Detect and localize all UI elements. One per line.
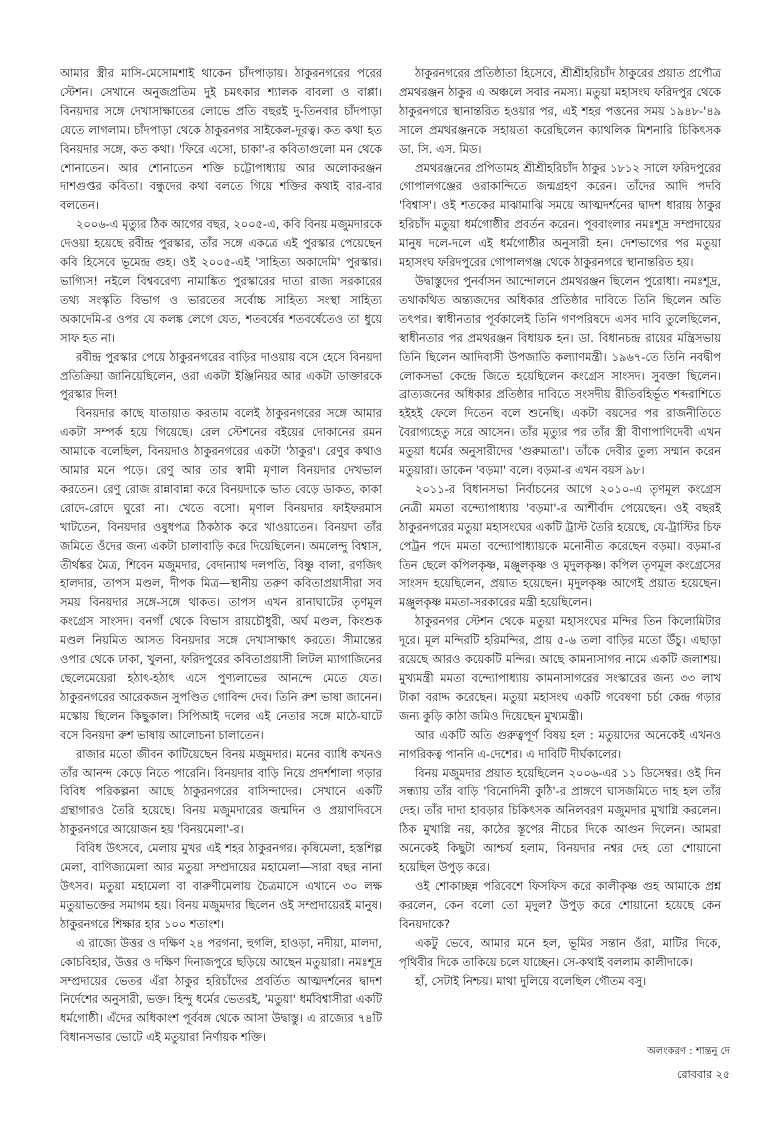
illustration-credit: অলংকরণ : শান্তনু দে [647,1046,730,1057]
paragraph: উদ্বাস্তুদের পুনর্বাসন আন্দোলনে প্রমথরঞ্জন ছিলেন পুরোধা। নমঃশূদ্র, তথাকথিত অন্ত্যজদের অধিকার প্রতিষ্ঠার দাবিতে তিনি ছিলেন অতি তৎপর। স্বাধীনতার পূর্বকালেই তিনি গণপরিষদে এসব দাবি তুলেছিলেন, স্বাধীনতার পর প্রমথরঞ্জন বিধায়ক হন। ডা. বিধানচন্দ্র রায়ের মন্ত্রিসভায় তিনি ছিলেন আদিবাসী উপজাতি কল্যাণমন্ত্রী। ১৯৬৭-তে তিনি নবদ্বীপ লোকসভা কেন্দ্রে জিতে হয়েছিলেন কংগ্রেস সাংসদ। সুবক্তা ছিলেন। ব্রাত্যজনের অধিকার প্রতিষ্ঠার দাবিতে সংসদীয় রীতিবহির্ভূত শব্দরাশিতে হইহই ফেলে দিতেন বলে শুনেছি। একটা বয়সের পর রাজনীতিতে বৈরাগ্যহেতু সরে আসেন। তাঁর মৃত্যুর পর তাঁর স্ত্রী বীণাপাণিদেবী এখন মতুয়া ধর্মের অনুসারীদের 'গুরুমাতা'। তাঁকে দেবীর তুল্য সম্মান করেন মতুয়ারা। ডাকেন 'বড়মা' বলে। বড়মা-র এখন বয়স ৯৮। [399,273,721,478]
paragraph: ২০১১-র বিধানসভা নির্বাচনের আগে ২০১০-এ তৃণমূল কংগ্রেস নেত্রী মমতা বন্দ্যোপাধ্যায় 'বড়মা'-র আশীর্বাদ পেয়েছেন। ওই বছরই ঠাকুরনগরের মতুয়া মহাসংঘের একটি ট্রাস্ট তৈরি হয়েছে, যে-ট্রাস্টির চিফ পেট্রন পদে মমতা বন্দ্যোপাধ্যায়কে মনোনীত করেছেন বড়মা। বড়মা-র তিন ছেলে কপিলকৃষ্ণ, মঞ্জুলকৃষ্ণ ও মৃদুলকৃষ্ণ। কপিল তৃণমূল কংগ্রেসের সাংসদ হয়েছিলেন, প্রয়াত হয়েছেন। মৃদুলকৃষ্ণ আগেই প্রয়াত হয়েছেন। মঞ্জুলকৃষ্ণ মমতা-সরকারের মন্ত্রী হয়েছিলেন। [399,481,721,610]
paragraph: ঠাকুরনগরের প্রতিষ্ঠাতা হিসেবে, শ্রীশ্রীহরিচাঁদ ঠাকুরের প্রয়াত প্রপৌত্র প্রমথরঞ্জন ঠাকুর এ অঞ্চলে সবার নমস্য। মতুয়া মহাসংঘ ফরিদপুর থেকে ঠাকুরনগরে স্থানান্তরিত হওয়ার পর, এই শহর পত্তনের সময় ১৯৪৮-'৪৯ সালে প্রমথরঞ্জনকে সহায়তা করেছিলেন ক্যাথলিক মিশনারি চিকিৎসক ডা. সি. এস. মিড। [399,66,721,156]
paragraph: ওই শোকাচ্ছন্ন পরিবেশে ফিসফিস করে কালীকৃষ্ণ গুহ আমাকে প্রশ্ন করলেন, কেন বলো তো মৃদুল? উপুড় করে শোয়ানো হয়েছে কেন বিনয়দাকে? [399,878,721,931]
paragraph: আমার স্ত্রীর মাসি-মেসোমশাই থাকেন চাঁদপাড়ায়। ঠাকুরনগরের পরের স্টেশন। সেখানে অনুজপ্রতিম দুই চমৎকার শ্যালক বাবলা ও বাপ্পা। বিনয়দার সঙ্গে দেখাসাক্ষাতের লোভে প্রতি বছরই দু-তিনবার চাঁদপাড়া যেতে লাগলাম। চাঁদপাড়া থেকে ঠাকুরনগর সাইকেল-দূরত্ব। কত কথা হত বিনয়দার সঙ্গে, কত কথা। 'ফিরে এসো, চাকা'-র কবিতাগুলো মন থেকে শোনাতেন। আর শোনাতেন শক্তি চট্টোপাধ্যায় আর অলোকরঞ্জন দাশগুপ্তর কবিতা। বন্ধুদের কথা বলতে গিয়ে শক্তির কথাই বার-বার বলতেন। [60,66,382,213]
paragraph: ২০০৬-এ মৃত্যুর ঠিক আগের বছর, ২০০৫-এ, কবি বিনয় মজুমদারকে দেওয়া হয়েছে রবীন্দ্র পুরস্কার, তাঁর সঙ্গে একত্রে এই পুরস্কার পেয়েছেন কবি হিসেবে ভূমেন্দ্র গুহ। ওই ২০০৫-এই 'সাহিত্য অকাদেমি' পুরস্কার। ভাগ্যিস! নইলে বিশ্ববরেণ্য নামাঙ্কিত পুরস্কারের দাতা রাজ্য সরকারের তথ্য সংস্কৃতি বিভাগ ও ভারতের সর্বোচ্চ সাহিত্য সংস্থা সাহিত্য অকাদেমি-র ওপর যে কলঙ্ক লেগে যেত, শতবর্ষের শতবর্ষেতেও তা ধুয়ে সাফ হত না। [60,217,382,345]
article-column-right [399,64,721,1064]
magazine-name: রোববার [677,1068,713,1081]
paragraph: বিনয়দার কাছে যাতায়াত করতাম বলেই ঠাকুরনগরের সঙ্গে আমার একটা সম্পর্ক হয়ে গিয়েছে। রেল স্টেশনের বইয়ের দোকানের রমন আমাকে বলেছিল, বিনয়দাও ঠাকুরনগরের একটা 'ঠাকুর'। রেণুর কথাও আমার মনে পড়ে। রেণু আর তার স্বামী মৃণাল বিনয়দার দেখভাল করতেন। রেণু রোজ রান্নাবান্না করে বিনয়দাকে ভাত বেড়ে ডাকত, কাকা রোদে-রোদে ঘুরো না। খেতে বসো। মৃণাল বিনয়দার ফাইফরমাস খাটতেন, বিনয়দার ওষুধপত্র ঠিকঠাক করে খাওয়াতেন। বিনয়দা তাঁর জমিতে ওঁদের জন্য একটা চালাবাড়ি করে দিয়েছিলেন। অমলেন্দু বিশ্বাস, তীর্থঙ্কর মৈত্র, শিবেন মজুমদার, বেদান্যাথ দলপতি, বিষ্ণু বালা, রণজিৎ হালদার, তাপস মণ্ডল, দীপক মিত্র—স্থানীয় তরুণ কবিতাপ্রয়াসীরা সব সময় বিনয়দার সঙ্গে-সঙ্গে থাকত। তাপস এখন রানাঘাটের তৃণমূল কংগ্রেস সাংসদ। বনগাঁ থেকে বিভাস রায়চৌধুরী, অর্ঘ মণ্ডল, কিংশুক মণ্ডল নিয়মিত আসত বিনয়দার সঙ্গে দেখাসাক্ষাৎ করতে। সীমান্তের ওপার থেকে ঢাকা, খুলনা, ফরিদপুরের কবিতাপ্রয়াসী লিটল ম্যাগাজিনের ছেলেমেয়েরা হঠাৎ-হঠাৎ এসে পুণ্যলাভের আনন্দে মেতে যেত। ঠাকুরনগরের আরেকজন সুপণ্ডিত গোবিন্দ দেব। তিনি রুশ ভাষা জানেন। মস্কোয় ছিলেন কিছুকাল। সিপিআই দলের এই নেতার সঙ্গে মাঠে-ঘাটে বসে বিনয়দা রুশ ভাষায় আলোচনা চালাতেন। [60,406,382,742]
paragraph: একটু ভেবে, আমার মনে হল, ভূমির সন্তান ওঁরা, মাটির দিকে, পৃথিবীর দিকে তাকিয়ে চলে যাচ্ছেন। সে-কথাই বললাম কালীদাকে। [399,935,721,969]
paragraph: রাজার মতো জীবন কাটিয়েছেন বিনয় মজুমদার। মনের ব্যাধি কখনও তাঁর আনন্দ কেড়ে নিতে পারেনি। বিনয়দার বাড়ি নিয়ে প্রদর্শশালা গড়ার বিবিধ পরিকল্পনা আছে ঠাকুরনগরের বাসিন্দাদের। সেখানে একটি গ্রন্থাগারও তৈরি হয়েছে। বিনয় মজুমদারের জন্মদিন ও প্রয়াণদিবসে ঠাকুরনগরে আয়োজন হয় 'বিনয়মেলা'-র। [60,746,382,837]
paragraph: প্রমথরঞ্জনের প্রপিতামহ শ্রীশ্রীহরিচাঁদ ঠাকুর ১৮১২ সালে ফরিদপুরের গোপালগঞ্জের ওরাকান্দিতে জন্মগ্রহণ করেন। তাঁদের আদি পদবি 'বিশ্বাস'। ওই শতকের মাঝামাঝি সময়ে আত্মদর্শনের দ্বাদশ ধারায় ঠাকুর হরিচাঁদ মতুয়া ধর্মগোষ্ঠীর প্রবর্তন করেন। পূববাংলার নমঃশূদ্র সম্প্রদায়ের মানুষ দলে-দলে এই ধর্মগোষ্ঠীর অনুসারী হন। দেশভাগের পর মতুয়া মহাসংঘ ফরিদপুরের গোপালগঞ্জ থেকে ঠাকুরনগরে স্থানান্তরিত হয়। [399,160,721,270]
article-column-left [60,64,382,1064]
paragraph: আর একটি অতি গুরুত্বপূর্ণ বিষয় হল : মতুয়াদের অনেকেই এখনও নাগরিকত্ব পাননি এ-দেশের। এ দাবিটি দীর্ঘকালের। [399,727,721,761]
paragraph: ঠাকুরনগর স্টেশন থেকে মতুয়া মহাসংঘের মন্দির তিন কিলোমিটার দূরে। মূল মন্দিরটি হরিমন্দির, প্রায় ৫-৬ তলা বাড়ির মতো উঁচু। এছাড়া রয়েছে আরও কয়েকটি মন্দির। আছে কামনাসাগর নামে একটি জলাশয়। মুখ্যমন্ত্রী মমতা বন্দ্যোপাধ্যায় কামনাসাগরের সংস্কারের জন্য ৩৩ লাখ টাকা বরাদ্দ করেছেন। মতুয়া মহাসংঘ একটি গবেষণা চর্চা কেন্দ্র গড়ার জন্য কুড়ি কাঠা জমিও দিয়েছেন মুখ্যমন্ত্রী। [399,614,721,723]
paragraph: এ রাজ্যে উত্তর ও দক্ষিণ ২৪ পরগনা, হুগলি, হাওড়া, নদীয়া, মালদা, কোচবিহার, উত্তর ও দক্ষিণ দিনাজপুরে ছড়িয়ে আছেন মতুয়ারা। নমঃশূদ্র সম্প্রদায়ের ভেতর এঁরা ঠাকুর হরিচাঁদের প্রবর্তিত আত্মদর্শনের দ্বাদশ নির্দেশের অনুসারী, ভক্ত। হিন্দু ধর্মের ভেতরই, 'মতুয়া' ধর্মবিশ্বাসীরা একটি ধর্মগোষ্ঠী। এঁদের অধিকাংশ পূর্ববঙ্গ থেকে আসা উদ্বাস্তু। এ রাজ্যের ৭৪টি বিধানসভার ভোটে এই মতুয়ারা নির্ণায়ক শক্তি। [60,935,382,1045]
paragraph: বিবিধ উৎসবে, মেলায় মুখর এই শহর ঠাকুরনগর। কৃষিমেলা, হস্তশিল্প মেলা, বাণিজ্যমেলা আর মতুয়া সম্প্রদায়ের মহামেলা—সারা বছর নানা উৎসব। মতুয়া মহামেলা বা বারুণীমেলায় চৈত্রমাসে এখানে ৩০ লক্ষ মতুয়াভক্তের সমাগম হয়। বিনয় মজুমদার ছিলেন ওই সম্প্রদায়েরই মানুষ। ঠাকুরনগরে শিক্ষার হার ১০০ শতাংশ। [60,841,382,931]
page-number: ২৫ [715,1068,730,1081]
page-footer [590,1066,730,1085]
paragraph: হাঁ, সেটাই নিশ্চয়। মাথা দুলিয়ে বলেছিল গৌতম বসু। [415,973,647,988]
paragraph: বিনয় মজুমদার প্রয়াত হয়েছিলেন ২০০৬-এর ১১ ডিসেম্বর। ওই দিন সন্ধ্যায় তাঁর বাড়ি 'বিনোদিনী কুঠি'-র প্রাঙ্গণে ঘাসজমিতে দাহ হল তাঁর দেহ। তাঁর দাদা হাবড়ার চিকিৎসক অনিলবরণ মজুমদার মুখাগ্নি করলেন। ঠিক মুখাগ্নি নয়, কাঠের স্তূপের নীচের দিকে আগুন দিলেন। আমরা অনেকেই কিছুটা আশ্চর্য হলাম, বিনয়দার নশ্বর দেহ তো শোয়ানো হয়েছিল উপুড় করে। [399,765,721,875]
paragraph: রবীন্দ্র পুরস্কার পেয়ে ঠাকুরনগরের বাড়ির দাওয়ায় বসে হেসে বিনয়দা প্রতিক্রিয়া জানিয়েছিলেন, ওরা একটা ইঞ্জিনিয়র আর একটা ডাক্তারকে পুরস্কার দিল! [60,349,382,402]
